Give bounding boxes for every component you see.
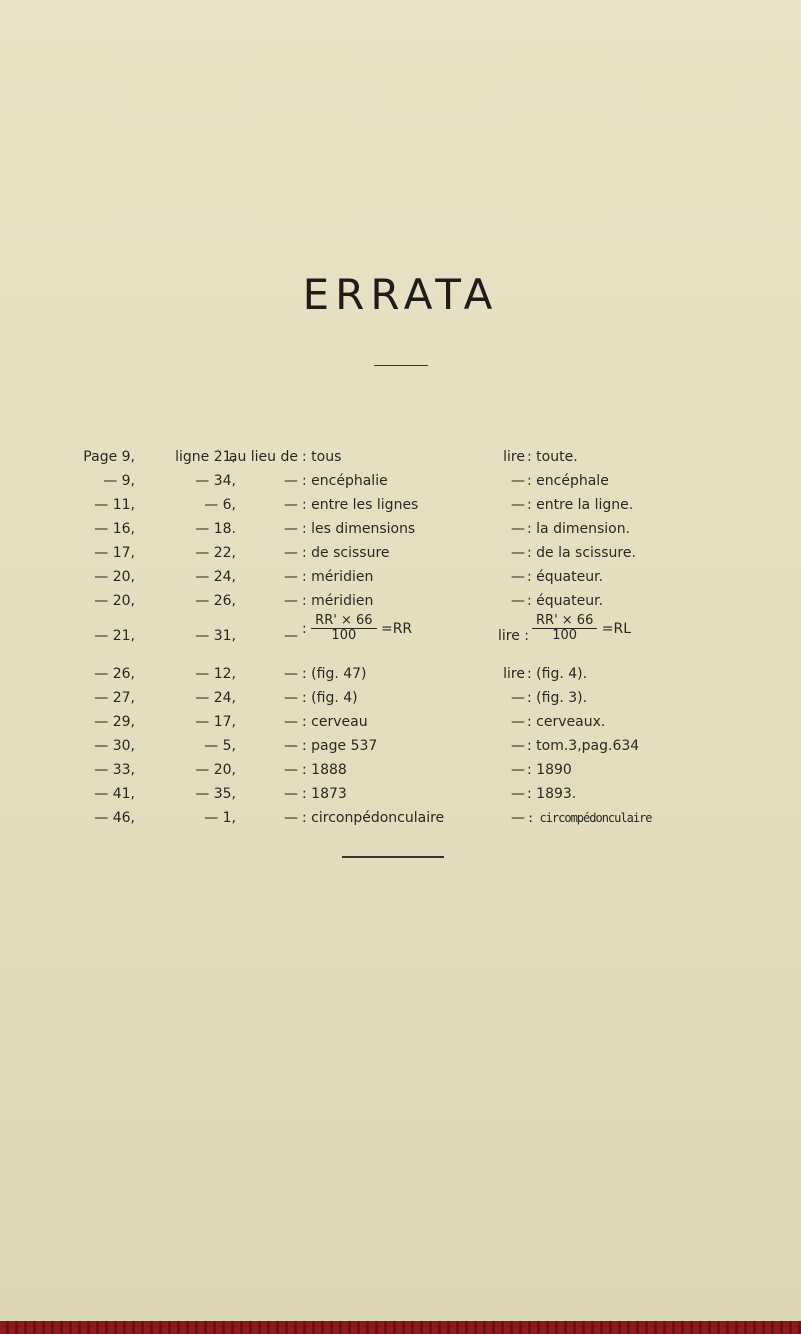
row-lire: lire bbox=[503, 449, 525, 465]
row-lire: lire bbox=[503, 666, 525, 682]
row-ligne: — 12, bbox=[195, 666, 236, 682]
fraction-numerator: RR' × 66 bbox=[311, 614, 376, 629]
row-lire: lire : bbox=[497, 628, 529, 644]
row-wrong-text: : méridien bbox=[302, 569, 374, 585]
wrong-fraction bbox=[311, 614, 376, 643]
row-ligne: — 34, bbox=[195, 473, 236, 489]
row-ligne: — 24, bbox=[195, 569, 236, 585]
row-page: — 30, bbox=[94, 738, 135, 754]
row-wrong-text: : les dimensions bbox=[302, 521, 416, 537]
row-au-lieu-de: — bbox=[284, 666, 298, 682]
row-au-lieu-de: — bbox=[284, 786, 298, 802]
row-correct-text: : (fig. 4). bbox=[527, 666, 588, 682]
row-correct-text: : cerveaux. bbox=[527, 714, 606, 730]
row-correct-formula bbox=[532, 614, 631, 643]
row-ligne: — 17, bbox=[195, 714, 236, 730]
row-page: — 46, bbox=[94, 810, 135, 826]
row-lire: — bbox=[511, 521, 525, 537]
row-au-lieu-de: — bbox=[284, 569, 298, 585]
row-correct-text: : toute. bbox=[527, 449, 578, 465]
row-wrong-text: : entre les lignes bbox=[302, 497, 419, 513]
row-page: — 29, bbox=[94, 714, 135, 730]
row-wrong-text: : (fig. 47) bbox=[302, 666, 367, 682]
row-ligne: — 18. bbox=[195, 521, 236, 537]
formula-result: =RL bbox=[601, 620, 632, 637]
row-correct-text: : tom.3,pag.634 bbox=[527, 738, 640, 754]
row-page: — 21, bbox=[94, 628, 135, 644]
row-correct-text: : 1890 bbox=[527, 762, 572, 778]
row-ligne: — 1, bbox=[204, 810, 236, 826]
row-ligne: — 6, bbox=[204, 497, 236, 513]
row-wrong-text: : circonpédonculaire bbox=[302, 810, 445, 826]
row-au-lieu-de: — bbox=[284, 690, 298, 706]
row-correct-text: : circompédonculaire bbox=[527, 811, 652, 825]
fraction-denominator: 100 bbox=[331, 628, 357, 643]
row-wrong-text: : 1873 bbox=[302, 786, 347, 802]
row-au-lieu-de: au lieu de bbox=[228, 449, 298, 465]
row-lire: — bbox=[511, 545, 525, 561]
row-ligne: — 20, bbox=[195, 762, 236, 778]
row-lire: — bbox=[511, 690, 525, 706]
row-correct-text: : encéphale bbox=[527, 473, 609, 489]
fraction-denominator: 100 bbox=[552, 628, 578, 643]
row-lire: — bbox=[511, 738, 525, 754]
row-au-lieu-de: — bbox=[284, 521, 298, 537]
row-page: — 27, bbox=[94, 690, 135, 706]
row-au-lieu-de: — bbox=[284, 593, 298, 609]
row-au-lieu-de: — bbox=[284, 497, 298, 513]
row-page: Page 9, bbox=[83, 449, 135, 465]
row-wrong-text: : de scissure bbox=[302, 545, 390, 561]
row-lire: — bbox=[511, 714, 525, 730]
row-wrong-text: : tous bbox=[302, 449, 342, 465]
row-au-lieu-de: — bbox=[284, 714, 298, 730]
row-lire: — bbox=[511, 593, 525, 609]
row-page: — 11, bbox=[94, 497, 135, 513]
row-lire: — bbox=[511, 473, 525, 489]
row-au-lieu-de: — bbox=[284, 545, 298, 561]
row-correct-text: : la dimension. bbox=[527, 521, 631, 537]
row-wrong-formula bbox=[302, 614, 412, 643]
row-au-lieu-de: — bbox=[284, 473, 298, 489]
row-lire: — bbox=[511, 762, 525, 778]
row-wrong-text: : 1888 bbox=[302, 762, 347, 778]
row-au-lieu-de: — bbox=[284, 762, 298, 778]
row-correct-text: : (fig. 3). bbox=[527, 690, 588, 706]
row-wrong-text: : encéphalie bbox=[302, 473, 388, 489]
fraction-numerator: RR' × 66 bbox=[532, 614, 597, 629]
row-page: — 20, bbox=[94, 569, 135, 585]
row-page: — 9, bbox=[103, 473, 135, 489]
row-ligne: ligne 21, bbox=[175, 449, 236, 465]
row-correct-text: : entre la ligne. bbox=[527, 497, 634, 513]
row-page: — 33, bbox=[94, 762, 135, 778]
row-wrong-text: : méridien bbox=[302, 593, 374, 609]
correct-fraction bbox=[532, 614, 597, 643]
page-edge-band bbox=[0, 1321, 801, 1334]
row-ligne: — 5, bbox=[204, 738, 236, 754]
formula-prefix: : bbox=[302, 620, 307, 637]
row-lire: — bbox=[511, 497, 525, 513]
row-correct-text: : équateur. bbox=[527, 593, 604, 609]
row-ligne: — 31, bbox=[195, 628, 236, 644]
row-au-lieu-de: — bbox=[284, 738, 298, 754]
row-page: — 41, bbox=[94, 786, 135, 802]
row-lire: — bbox=[511, 810, 525, 826]
row-correct-text: : de la scissure. bbox=[527, 545, 636, 561]
row-page: — 17, bbox=[94, 545, 135, 561]
row-correct-text: : équateur. bbox=[527, 569, 604, 585]
row-au-lieu-de: — bbox=[284, 628, 298, 644]
row-ligne: — 26, bbox=[195, 593, 236, 609]
row-ligne: — 35, bbox=[195, 786, 236, 802]
row-correct-text: : 1893. bbox=[527, 786, 577, 802]
row-wrong-text: : page 537 bbox=[302, 738, 378, 754]
row-page: — 26, bbox=[94, 666, 135, 682]
row-page: — 20, bbox=[94, 593, 135, 609]
row-wrong-text: : cerveau bbox=[302, 714, 368, 730]
row-page: — 16, bbox=[94, 521, 135, 537]
row-ligne: — 24, bbox=[195, 690, 236, 706]
row-ligne: — 22, bbox=[195, 545, 236, 561]
formula-result: =RR bbox=[380, 620, 413, 637]
row-wrong-text: : (fig. 4) bbox=[302, 690, 358, 706]
page-title: ERRATA bbox=[302, 270, 499, 319]
row-lire: — bbox=[511, 786, 525, 802]
row-lire: — bbox=[511, 569, 525, 585]
closing-divider bbox=[342, 856, 444, 858]
row-au-lieu-de: — bbox=[284, 810, 298, 826]
